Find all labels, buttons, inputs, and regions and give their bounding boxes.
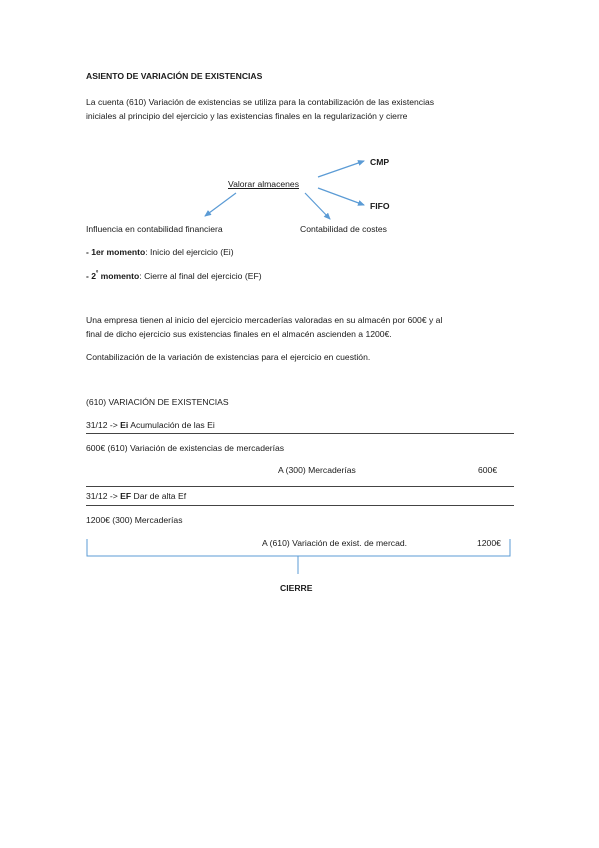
intro-line-1: La cuenta (610) Variación de existencias se utiliza para la contabilización de las existencias: [86, 97, 435, 107]
example-line-2: final de dicho ejercicio sus existencias finales en el almacén ascienden a 1200€.: [86, 329, 392, 339]
entry-2-debit: 1200€ (300) Mercaderías: [86, 515, 183, 525]
page-title: ASIENTO DE VARIACIÓN DE EXISTENCIAS: [86, 71, 263, 81]
diagram-cmp: CMP: [370, 157, 390, 167]
entry-1-date-prefix: 31/12 ->: [86, 420, 121, 430]
moment-2-label-prefix: - 2: [86, 270, 97, 281]
ledger-title: (610) VARIACIÓN DE EXISTENCIAS: [86, 397, 229, 407]
entry-1-amount: 600€: [478, 465, 498, 475]
entry-1-date-bold: Ei: [120, 420, 129, 430]
entry-1-date-rest: Acumulación de las Ei: [128, 420, 215, 430]
closing-label: CIERRE: [280, 583, 313, 593]
example-line-1: Una empresa tienen al inicio del ejercicio mercaderías valoradas en su almacén por 600€ y al: [86, 315, 443, 325]
entry-2-date-bold: EF: [120, 491, 132, 501]
moment-1-label: - 1er momento: [86, 247, 146, 257]
moment-2-text: : Cierre al final del ejercicio (EF): [139, 270, 262, 281]
entry-1-debit: 600€ (610) Variación de existencias de mercaderías: [86, 443, 285, 453]
moment-1-text: : Inicio del ejercicio (Ei): [145, 247, 234, 257]
entry-2-amount: 1200€: [477, 538, 501, 548]
moment-2-label-suffix: momento: [98, 270, 140, 281]
diagram-left: Influencia en contabilidad financiera: [86, 224, 223, 234]
entry-2-date-prefix: 31/12 ->: [86, 491, 121, 501]
moment-2-label-sup: º: [96, 271, 99, 277]
entry-2-credit: A (610) Variación de exist. de mercad.: [262, 538, 408, 548]
diagram-right: Contabilidad de costes: [300, 224, 387, 234]
intro-line-2: iniciales al principio del ejercicio y las existencias finales en la regularización y cierre: [86, 111, 408, 121]
entry-1-credit: A (300) Mercaderías: [278, 465, 356, 475]
diagram-center: Valorar almacenes: [228, 179, 300, 189]
example-line-3: Contabilización de la variación de existencias para el ejercicio en cuestión.: [86, 352, 371, 362]
diagram-fifo: FIFO: [370, 201, 390, 211]
entry-2-date-rest: Dar de alta Ef: [131, 491, 187, 501]
